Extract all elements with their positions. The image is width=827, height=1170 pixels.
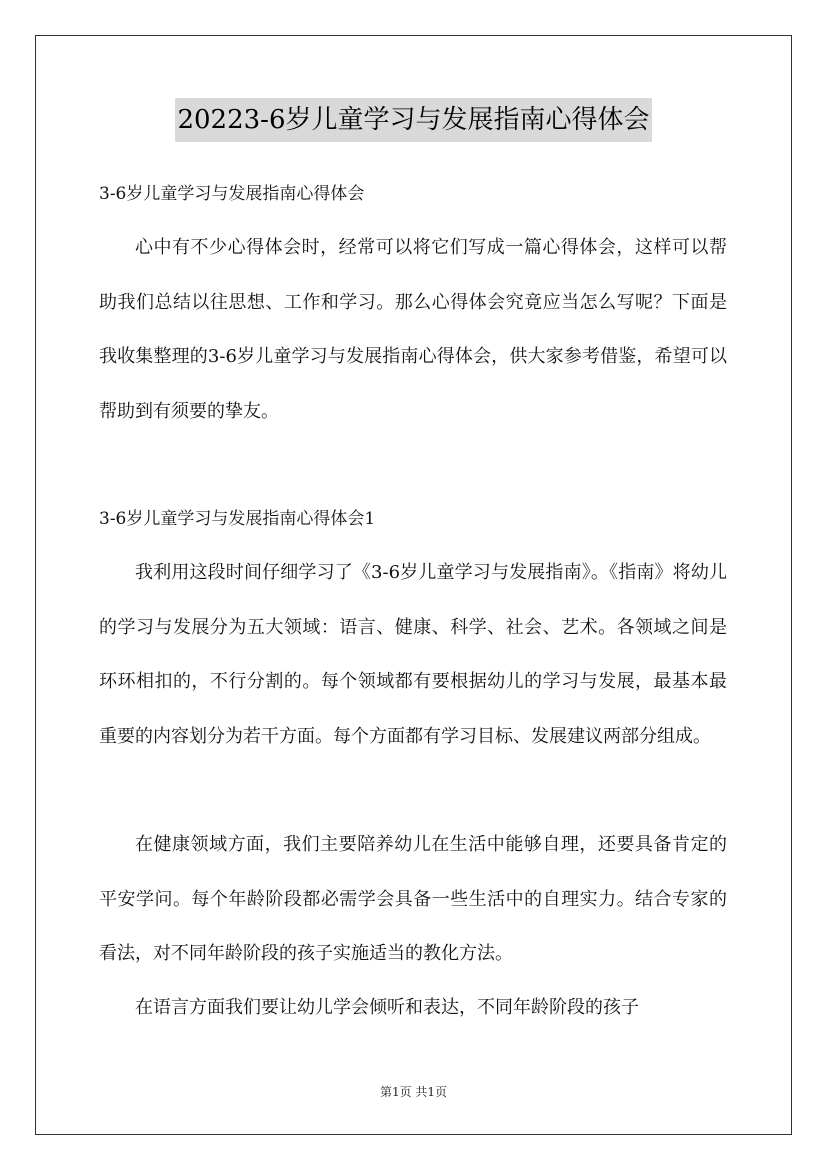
body-paragraph-3: 在语言方面我们要让幼儿学会倾听和表达，不同年龄阶段的孩子 [135, 997, 639, 1018]
document-title: 20223-6岁儿童学习与发展指南心得体会 [175, 98, 651, 142]
intro-paragraph: 心中有不少心得体会时，经常可以将它们写成一篇心得体会，这样可以帮助我们总结以往思想、工作和学习。那么心得体会究竟应当怎么写呢？下面是我收集整理的3-6岁儿童学习与发展指南心得体会，供大家参考借鉴，希望可以帮助到有须要的挚友。 [99, 237, 727, 422]
section-heading: 3-6岁儿童学习与发展指南心得体会1 [99, 509, 376, 529]
title-container [0, 98, 827, 142]
page-footer: 第1页 共1页 [379, 1085, 448, 1099]
body-paragraph-1: 我利用这段时间仔细学习了《3-6岁儿童学习与发展指南》。《指南》将幼儿的学习与发展分为五大领域：语言、健康、科学、社会、艺术。各领域之间是环环相扣的，不行分割的。每个领域都有要根据幼儿的学习与发展，最基本最重要的内容划分为若干方面。每个方面都有学习目标、发展建议两部分组成。 [99, 562, 727, 747]
subheading: 3-6岁儿童学习与发展指南心得体会 [99, 184, 365, 204]
body-paragraph-2: 在健康领域方面，我们主要陪养幼儿在生活中能够自理，还要具备肯定的平安学问。每个年龄阶段都必需学会具备一些生活中的自理实力。结合专家的看法，对不同年龄阶段的孩子实施适当的教化方法。 [99, 834, 727, 964]
